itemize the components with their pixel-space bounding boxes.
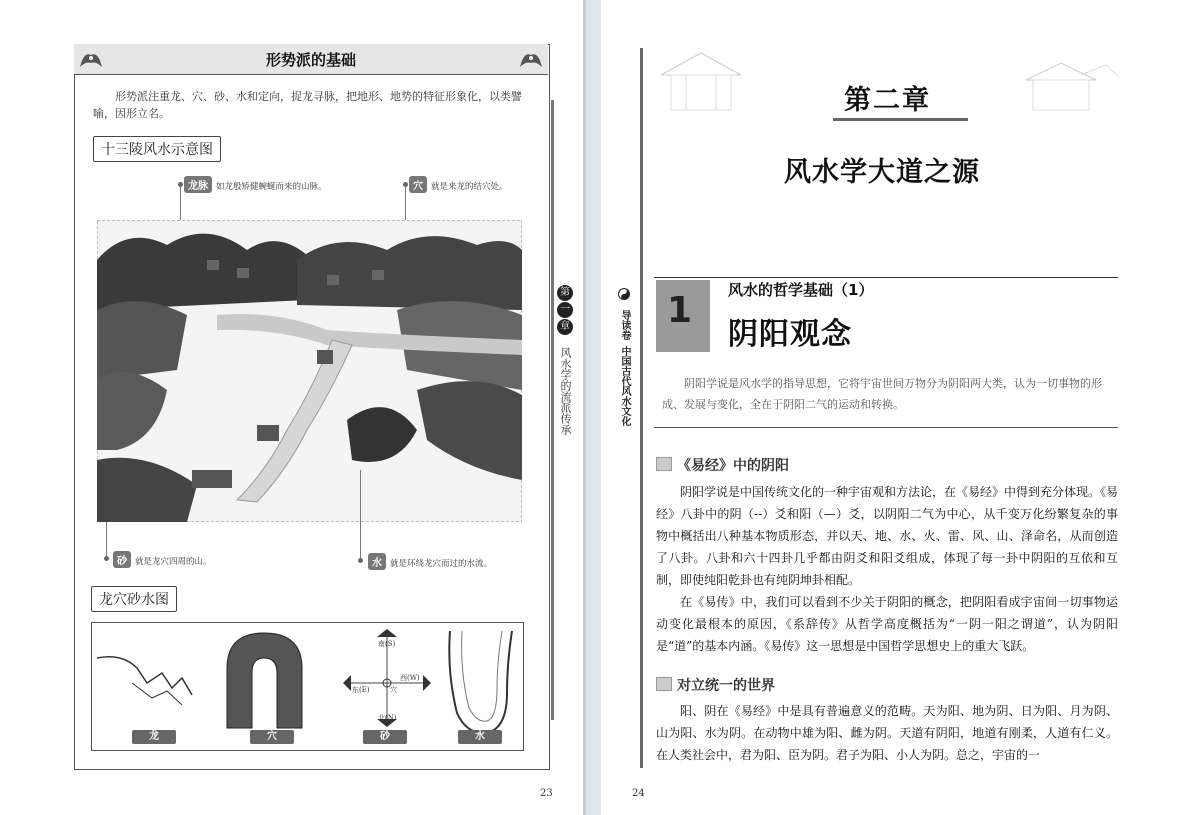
callout-tag-sha: 砂 xyxy=(113,551,131,568)
chapter-title: 第二章 xyxy=(844,85,931,116)
dragon-ornament-icon xyxy=(518,47,544,71)
section-number: 1 xyxy=(667,290,693,331)
callout-xue xyxy=(409,176,508,193)
callout-dot xyxy=(358,558,363,563)
right-page-number: 24 xyxy=(632,788,645,799)
body-text-1 xyxy=(656,481,1118,657)
tile-xue: 穴 xyxy=(250,730,294,744)
paragraph: 阳、阴在《易经》中是具有普遍意义的范畴。天为阳、地为阴、日为阳、月为阴、山为阳、水为阴。在动物中雄为阳、雌为阴。天道有阴阳，地道有刚柔，人道有仁义。在人类社会中，君为阳、臣为阴。君子为阳、小人为阴。总之，宇宙的一 xyxy=(656,704,1118,762)
left-side-text: 风水学的流派传承 xyxy=(559,347,572,435)
side-tab-label-1: 导读卷 xyxy=(619,310,630,340)
body-text-2 xyxy=(656,700,1118,766)
compass-south-label: 北(N) xyxy=(378,714,397,722)
callout-tag-xue: 穴 xyxy=(409,176,427,193)
section-title: 阴阳观念 xyxy=(728,317,852,352)
chapter-char: 第 xyxy=(557,285,573,301)
left-intro-text: 形势派注重龙、穴、砂、水和定向，捉龙寻脉，把地形、地势的特征形象化，以类譬喻，因形立名。 xyxy=(93,90,522,120)
book-title: 风水学大道之源 xyxy=(784,157,980,188)
callout-text-shui: 就是环绕龙穴而过的水流。 xyxy=(390,559,493,569)
callout-tag-long: 龙脉 xyxy=(184,176,212,193)
house-sketch-icon xyxy=(1021,55,1121,115)
book-icon xyxy=(656,677,672,691)
section-subtitle: 风水的哲学基础（1） xyxy=(728,281,874,299)
compass-east-label: 东(E) xyxy=(352,686,370,694)
pavilion-sketch-icon xyxy=(656,45,746,115)
right-side-bar xyxy=(640,48,643,768)
callout-sha xyxy=(113,551,212,568)
ming-tombs-map-illustration xyxy=(97,220,522,522)
compass-north-label: 南(S) xyxy=(378,640,396,648)
chapter-char: 一 xyxy=(557,302,573,318)
left-page xyxy=(0,0,583,815)
callout-long xyxy=(184,176,327,193)
left-header-title: 形势派的基础 xyxy=(265,51,356,69)
gutter-shadow xyxy=(583,0,586,815)
book-icon xyxy=(656,457,672,471)
callout-tag-shui: 水 xyxy=(368,553,386,570)
callout-text-sha: 就是龙穴四周的山。 xyxy=(135,557,212,567)
callout-shui xyxy=(368,553,492,570)
left-chapter-tab xyxy=(557,285,575,435)
compass-center-label: 穴 xyxy=(390,686,397,694)
left-side-bar xyxy=(551,100,554,720)
side-tab-label-2: 中国古代风水文化 xyxy=(619,346,630,426)
section-rule xyxy=(654,277,1118,278)
left-page-number: 23 xyxy=(540,788,553,799)
yin-yang-icon xyxy=(618,288,630,300)
diagram-title: 龙穴砂水图 xyxy=(91,586,177,612)
right-page xyxy=(601,0,1185,815)
subheading-yijing-text: 《易经》中的阴阳 xyxy=(677,458,789,474)
summary-rule xyxy=(654,427,1118,428)
tile-shui: 水 xyxy=(458,730,502,744)
paragraph: 在《易传》中，我们可以看到不少关于阴阳的概念，把阴阳看成宇宙间一切事物运动变化最根本的原因，《系辞传》从哲学高度概括为“一阴一阳之谓道”，认为阴阳是“道”的基本内涵。《易传》这一思想是中国哲学思想史上的重大飞跃。 xyxy=(656,595,1118,653)
map-title: 十三陵风水示意图 xyxy=(93,136,221,162)
section-summary: 阴阳学说是风水学的指导思想，它将宇宙世间万物分为阴阳两大类，认为一切事物的形成、发展与变化，全在于阴阳二气的运动和转换。 xyxy=(662,377,1102,411)
callout-dot xyxy=(104,556,109,561)
callout-leader xyxy=(106,522,107,556)
callout-leader xyxy=(360,470,361,558)
subheading-duili-text: 对立统一的世界 xyxy=(677,678,775,694)
callout-text-long: 如龙般矫健蜿蜒而来的山脉。 xyxy=(216,182,327,192)
left-header-bar xyxy=(74,44,548,75)
subheading-yijing xyxy=(656,455,789,475)
callout-text-xue: 就是来龙的结穴处。 xyxy=(431,182,508,192)
paragraph: 阴阳学说是中国传统文化的一种宇宙观和方法论，在《易经》中得到充分体现。《易经》八卦中的阴（--）爻和阳（—）爻，以阴阳二气为中心，从千变万化纷繁复杂的事物中概括出八种基本物质形态，并以天、地、水、火、雷、风、山、泽命名，从而创造了八卦。八卦和六十四卦几乎都由阴爻和阳爻组成，体现了每一卦中阴阳的互依和互制，即使纯阳乾卦也有纯阴坤卦相配。 xyxy=(656,485,1119,587)
tile-long: 龙 xyxy=(132,730,176,744)
chapter-char: 章 xyxy=(557,319,573,335)
compass-west-label: 西(W) xyxy=(400,674,420,682)
chapter-underline xyxy=(833,118,968,121)
subheading-duili xyxy=(656,675,775,695)
right-side-tab xyxy=(615,285,635,426)
tile-sha: 砂 xyxy=(363,730,407,744)
